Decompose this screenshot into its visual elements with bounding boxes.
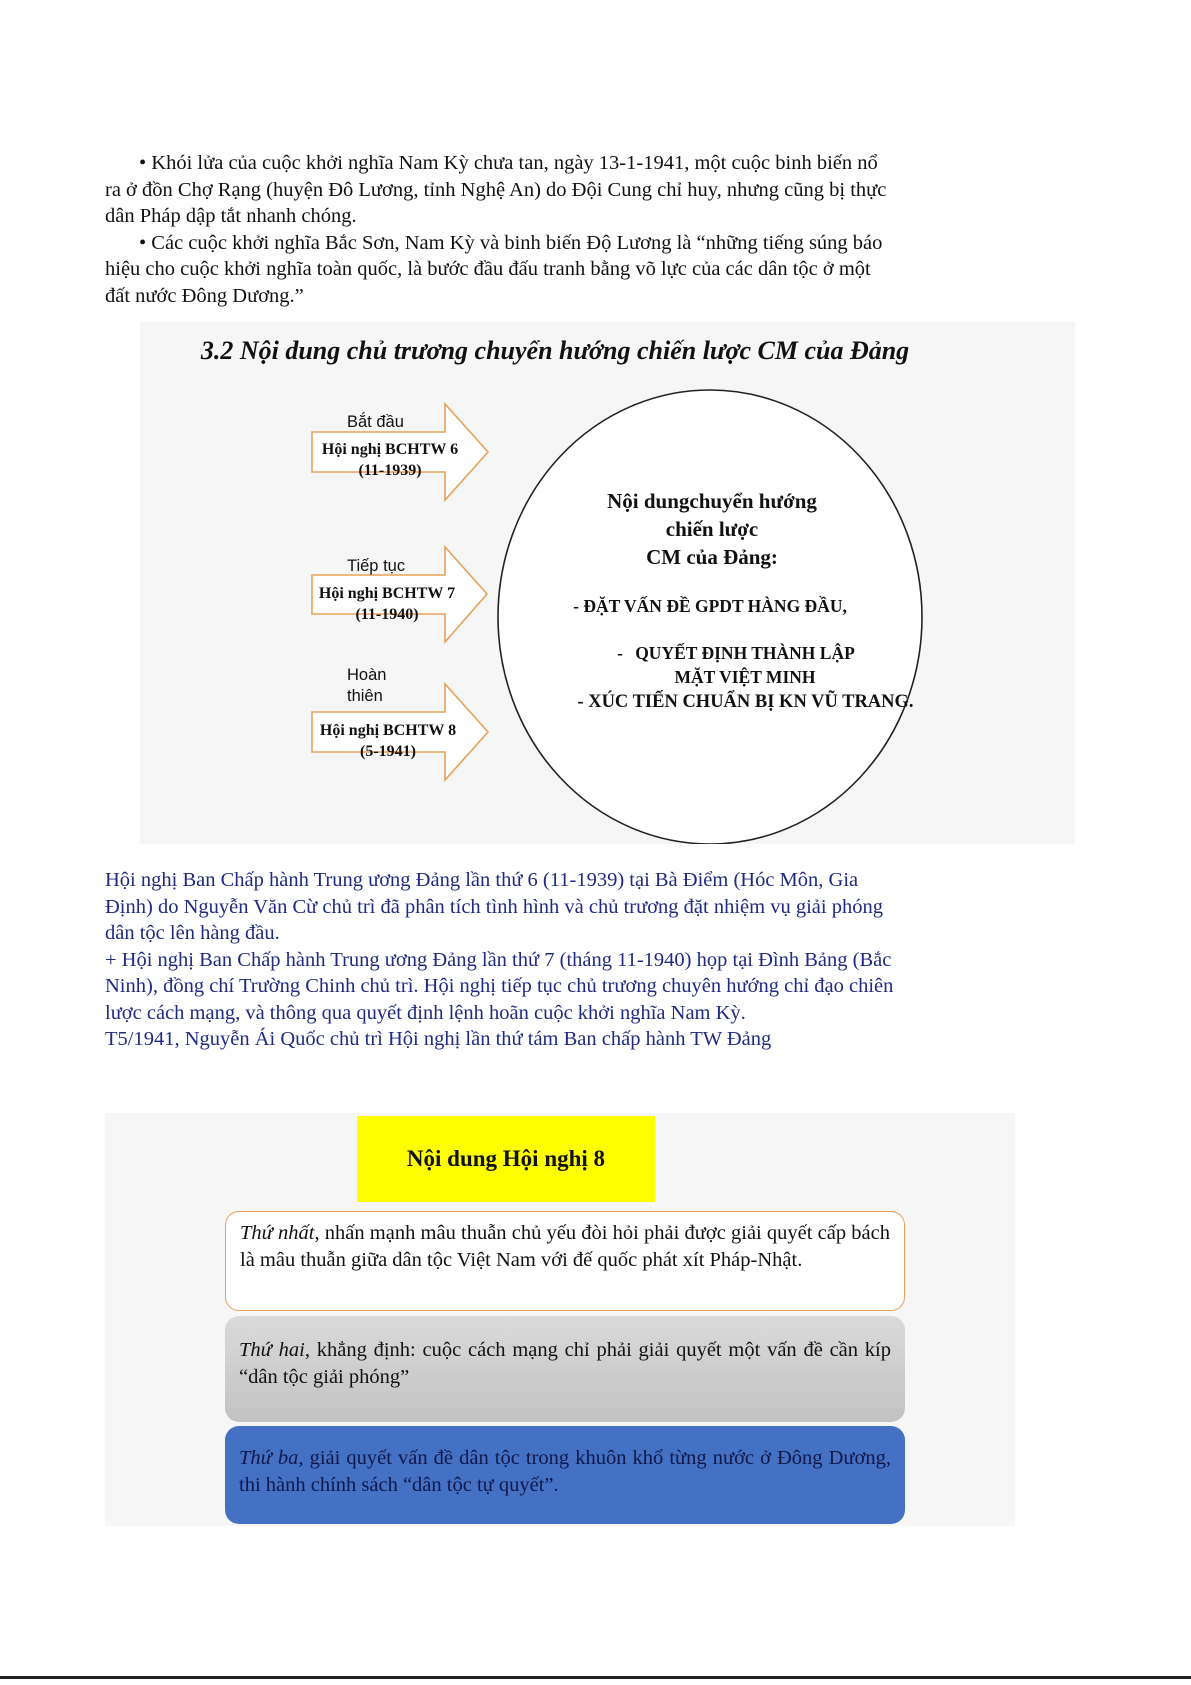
- circle-heading-line-1: Nội dungchuyển hướng: [607, 489, 817, 513]
- arrow-tag-complete: Hoàn thiên: [347, 666, 387, 705]
- conference-7-date: (11-1940): [355, 606, 419, 623]
- arrow-tag-start: Bắt đầu: [347, 413, 404, 431]
- circle-heading: [562, 487, 862, 571]
- conference-8-panel: [105, 1113, 1015, 1526]
- arrow-label-conference-7: [317, 583, 457, 625]
- conference-8-date: (5-1941): [360, 743, 416, 760]
- circle-item-2-line-1: QUYẾT ĐỊNH THÀNH LẬP: [635, 643, 855, 663]
- card-3-text: , giải quyết vấn đề dân tộc trong khuôn khổ từng nước ở Đông Dương, thi hành chính sách “dân tộc tự quyết”.: [239, 1447, 891, 1496]
- intro-section: [105, 150, 895, 309]
- body-paragraph-1: Hội nghị Ban Chấp hành Trung ương Đảng lần thứ 6 (11-1939) tại Bà Điểm (Hóc Môn, Gia Định) do Nguyễn Văn Cừ chủ trì đã phân tích tình hình và chủ trương đặt nhiệm vụ giải phóng dân tộc lên hàng đầu.: [105, 869, 883, 944]
- intro-paragraph-1: • Khói lửa của cuộc khởi nghĩa Nam Kỳ chưa tan, ngày 13-1-1941, một cuộc binh biến nổ ra ở đồn Chợ Rạng (huyện Đô Lương, tỉnh Nghệ An) do Đội Cung chỉ huy, nhưng cũng bị thực dân Pháp dập tắt nhanh chóng.: [105, 152, 887, 227]
- arrow-label-conference-6: [320, 439, 460, 481]
- circle-heading-line-2: chiến lược: [665, 517, 759, 541]
- circle-item-2-line-2: MẶT VIỆT MINH: [674, 667, 816, 687]
- arrow-label-conference-8: [318, 720, 458, 762]
- content-card-second: [225, 1316, 905, 1422]
- conference-6-date: (11-1939): [358, 462, 422, 479]
- circle-item-3: - XÚC TIẾN CHUẨN BỊ KN VŨ TRANG.: [577, 692, 914, 712]
- card-3-lead: Thứ ba: [239, 1447, 299, 1469]
- conference-8-heading: Nội dung Hội nghị 8: [357, 1116, 655, 1202]
- circle-heading-line-3: CM của Đảng:: [646, 545, 778, 569]
- card-1-lead: Thứ nhất: [240, 1222, 315, 1244]
- card-2-lead: Thứ hai: [239, 1339, 305, 1361]
- content-card-third: [225, 1426, 905, 1524]
- conference-6-name: Hội nghị BCHTW 6: [321, 441, 459, 458]
- arrow-tag-continue: Tiếp tục: [347, 557, 406, 575]
- conference-8-name: Hội nghị BCHTW 8: [319, 722, 457, 739]
- card-2-text: , khẳng định: cuộc cách mạng chỉ phải giải quyết một vấn đề cần kíp “dân tộc giải phóng”: [239, 1339, 891, 1388]
- body-paragraph-2: + Hội nghị Ban Chấp hành Trung ương Đảng lần thứ 7 (tháng 11-1940) họp tại Đình Bảng (Bắc Ninh), đồng chí Trường Chinh chủ trì. Hội nghị tiếp tục chủ trương chuyên hướng chỉ đạo chiên lược cách mạng, và thông qua quyết định lệnh hoãn cuộc khởi nghĩa Nam Kỳ.: [105, 948, 894, 1024]
- conference-7-name: Hội nghị BCHTW 7: [318, 585, 456, 602]
- page-bottom-rule: [0, 1676, 1191, 1679]
- body-paragraph-3: T5/1941, Nguyễn Ái Quốc chủ trì Hội nghị lần thứ tám Ban chấp hành TW Đảng: [105, 1028, 772, 1050]
- circle-item-2-dash: -: [617, 643, 623, 663]
- circle-item-1: - ĐẶT VẤN ĐỀ GPDT HÀNG ĐẦU,: [573, 596, 847, 616]
- diagram-shapes: [140, 322, 1075, 844]
- strategy-diagram: [140, 322, 1075, 844]
- diagram-title: 3.2 Nội dung chủ trương chuyển hướng chiến lược CM của Đảng: [200, 336, 910, 365]
- content-circle: [498, 390, 922, 844]
- intro-paragraph-2: • Các cuộc khởi nghĩa Bắc Sơn, Nam Kỳ và binh biến Độ Lương là “những tiếng súng báo hiệu cho cuộc khởi nghĩa toàn quốc, là bước đầu đấu tranh bằng võ lực của các dân tộc ở một đất nước Đông Dương.”: [105, 231, 883, 307]
- card-1-text: , nhấn mạnh mâu thuẫn chủ yếu đòi hỏi phải được giải quyết cấp bách là mâu thuẫn giữa dân tộc Việt Nam với đế quốc phát xít Pháp-Nhật.: [240, 1222, 890, 1271]
- conference-description: [105, 867, 905, 1053]
- content-card-first: [225, 1211, 905, 1311]
